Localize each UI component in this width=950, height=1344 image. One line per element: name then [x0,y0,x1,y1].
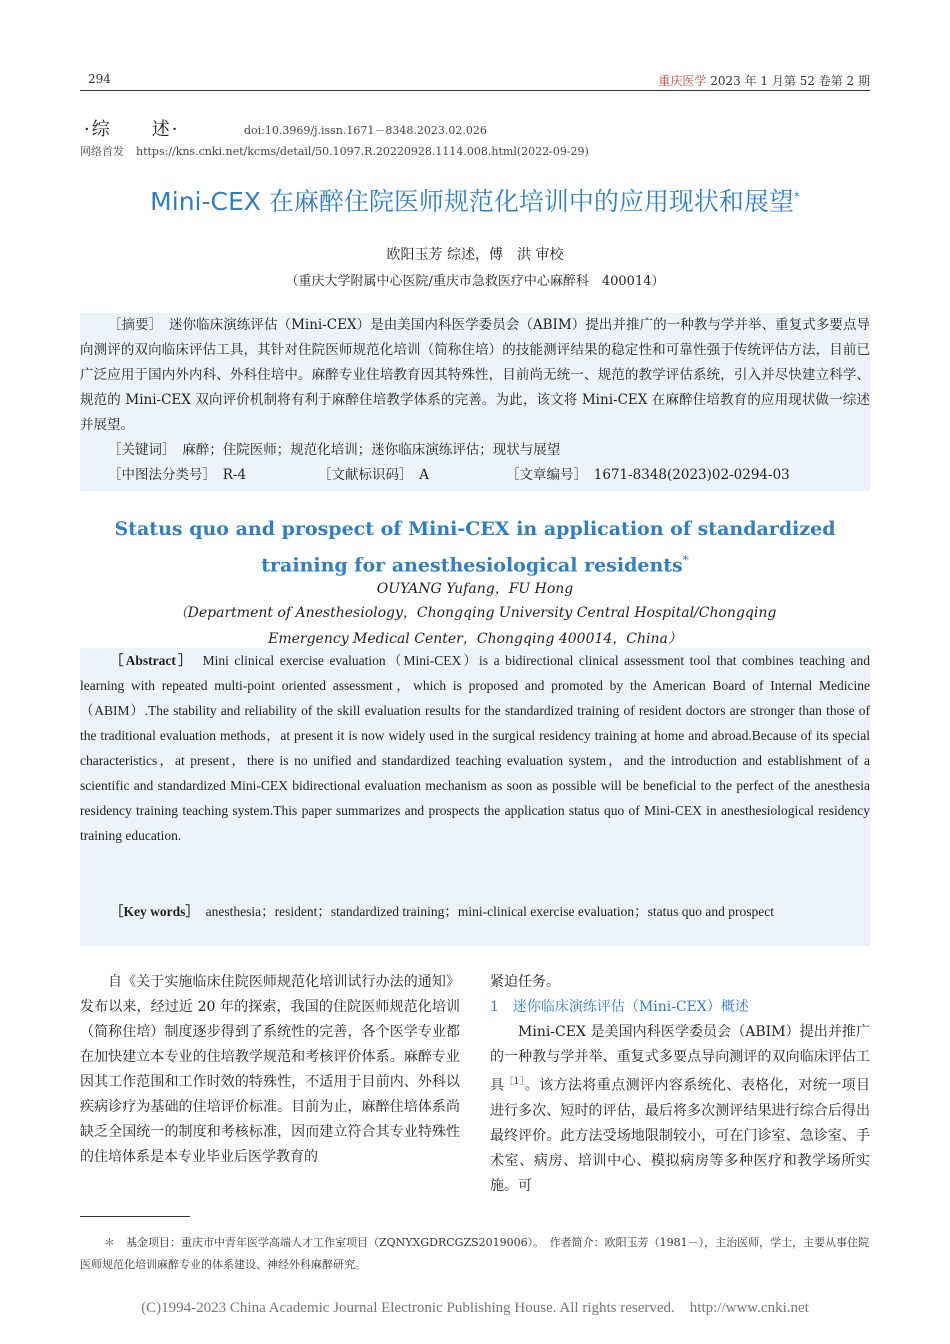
right-continuation: 紧迫任务。 [490,974,560,990]
keywords-cn [108,438,560,463]
clc-label: ［中图法分类号］ [108,467,210,483]
header-rule [80,90,870,91]
footnote-author: 作者简介：欧阳玉芳（1981－），主治医师，学士，主要从事住院医师规范化培训麻醉专业的体系建设、神经外科麻醉研究。 [80,1236,870,1271]
title-en-line2-wrap [0,545,950,581]
title-cn-text: Mini-CEX 在麻醉住院医师规范化培训中的应用现状和展望 [150,187,794,216]
section-heading-1: 1 迷你临床演练评估（Mini-CEX）概述 [490,999,749,1015]
body-left-column: 自《关于实施临床住院医师规范化培训试行办法的通知》发布以来，经过近 20 年的探索，我国的住院医师规范化培训（简称住培）制度逐步得到了系统性的完善，各个医学专业都在加快建立本专业的住培教学规范和考核评价体系。麻醉专业因其工作范围和工作时效的特殊性，不适用于目前内、外科以疾病诊疗为基础的住培评价标准。目前为止，麻醉住培体系尚缺乏全国统一的制度和考核标准，因而建立符合其专业特殊性的住培体系是本专业毕业后医学教育的 [80,974,460,1165]
affiliation-en [0,600,950,652]
title-footnote-mark: * [793,189,800,204]
affil-en-line1: （Department of Anesthesiology，Chongqing University Central Hospital/Chongqing [173,605,777,621]
art-label: ［文章编号］ [506,467,581,483]
title-en-line1: Status quo and prospect of Mini-CEX in application of standardized [114,518,836,540]
keywords-cn-label: ［关键词］ [108,442,169,458]
keywords-en-label: ［Key words］ [110,904,193,919]
page-number: 294 [88,72,111,86]
body-right-column [490,970,870,1199]
title-en-mark: * [682,553,689,567]
abstract-cn [80,313,870,438]
doc-label: ［文献标识码］ [318,467,406,483]
online-label: 网络首发 [80,145,124,158]
copyright: (C)1994-2023 China Academic Journal Electronic Publishing House. All rights reserved. http://www.cnki.net [141,1300,809,1316]
keywords-cn-text: 麻醉；住院医师；规范化培训；迷你临床演练评估；现状与展望 [182,442,561,458]
abstract-cn-label: ［摘要］ [108,317,156,333]
title-cn [0,182,950,218]
abstract-en [80,648,870,848]
citation-ref[interactable]: ［1］ [504,1077,525,1087]
right-paragraph [490,1020,870,1199]
section-tag: ·综 述· [84,119,180,140]
online-first [80,143,601,159]
doc-code [318,463,429,488]
journal-name: 重庆医学 [658,74,707,88]
doc-value: A [419,467,429,483]
footnote-rule [80,1216,190,1217]
title-en [0,514,950,581]
keywords-en-text: anesthesia；resident；standardized training；mini-clinical exercise evaluation；status quo and prospect [205,904,774,919]
footnote-fund: 基金项目：重庆市中青年医学高端人才工作室项目（ZQNYXGDRCGZS2019006）。 [126,1236,539,1249]
art-value: 1671-8348(2023)02-0294-03 [593,467,790,483]
right-p2: 。该方法将重点测评内容系统化、表格化，对统一项目进行多次、短时的评估，最后将多次测评结果进行综合后得出最终评价。此方法受场地限制较小，可在门诊室、急诊室、手术室、病房、培训中心、模拟病房等多种医疗和教学场所实施。可 [490,1077,871,1194]
authors-cn: 欧阳玉芳 综述，傅 洪 审校 [386,247,564,263]
abstract-en-text: Mini clinical exercise evaluation（Mini-CEX）is a bidirectional clinical assessment tool that combines teaching and learning with repeated multi-point oriented assessment，which is proposed and promoted by the American Board of Internal Medicine（ABIM）.The stability and reliability of the skill evaluation results for the standardized training of resident doctors are stronger than those of the traditional evaluation methods，at present it is now widely used in the surgical residency training at home and abroad.Because of its special characteristics，at present，there is no unified and standardized teaching evaluation system，and the introduction and establishment of a scientific and standardized Mini-CEX bidirectional evaluation mechanism as soon as possible will be beneficial to the perfect of the anesthesia residency training teaching system.This paper summarizes and prospects the application status quo of Mini-CEX in anesthesiological residency training education. [80,653,871,843]
right-p1: Mini-CEX 是美国内科医学委员会（ABIM）提出并推广的一种教与学并举、重复式多要点导向测评的双向临床评估工具 [490,1024,870,1094]
affil-en-line2: Emergency Medical Center，Chongqing 400014，China） [268,631,682,647]
authors-en: OUYANG Yufang，FU Hong [376,581,574,597]
abstract-cn-text: 迷你临床演练评估（Mini-CEX）是由美国内科医学委员会（ABIM）提出并推广的一种教与学并举、重复式多要点导向测评的双向临床评估工具，其针对住院医师规范化培训（简称住培）的技能测评结果的稳定性和可靠性强于传统评估方法，目前已广泛应用于国内外内科、外科住培中。麻醉专业住培教育因其特殊性，目前尚无统一、规范的教学评估系统，引入并尽快建立科学、规范的 Mini-CEX 双向评价机制将有利于麻醉住培教学体系的完善。为此，该文将 Mini-CEX 在麻醉住培教育的应用现状做一综述并展望。 [80,317,870,433]
clc-value: R-4 [222,467,247,483]
journal-header [658,72,870,89]
classification-row [108,463,246,488]
article-number [506,463,790,488]
online-url[interactable]: https://kns.cnki.net/kcms/detail/50.1097.R.20220928.1114.008.html(2022-09-29) [136,145,589,158]
abstract-en-label: ［Abstract］ [110,653,187,668]
affiliation-cn: （重庆大学附属中心医院/重庆市急救医疗中心麻醉科 400014） [285,274,665,289]
journal-issue: 2023 年 1 月第 52 卷第 2 期 [710,74,870,88]
keywords-en [80,899,870,924]
doi[interactable]: doi:10.3969/j.issn.1671－8348.2023.02.026 [244,124,487,137]
title-en-line2: training for anesthesiological residents [261,554,683,577]
footnote-mark: ＊ [104,1236,115,1249]
footnote [80,1232,870,1276]
